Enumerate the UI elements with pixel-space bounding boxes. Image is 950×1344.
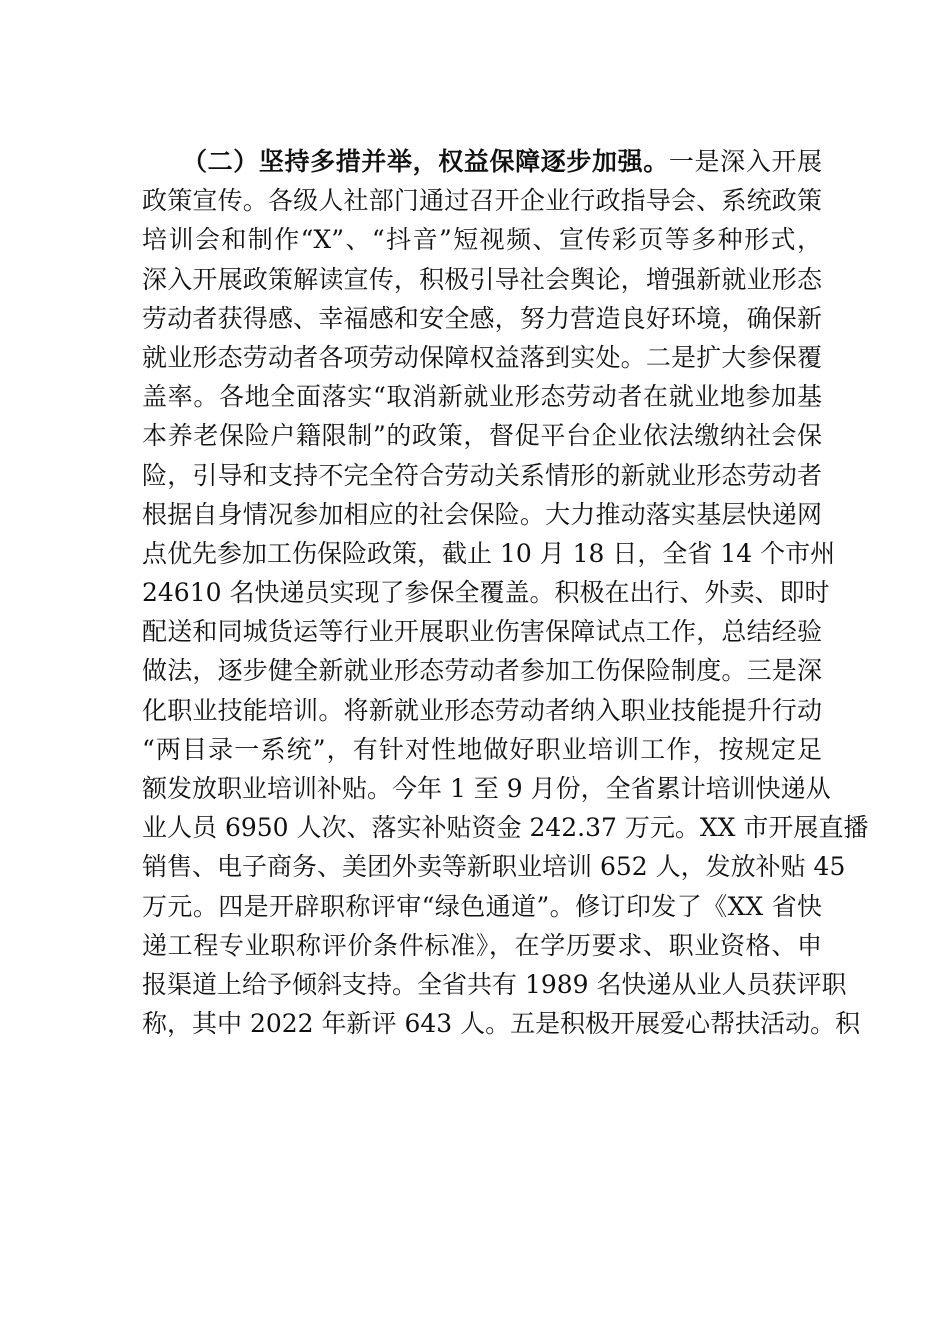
paragraph-line: 配送和同城货运等行业开展职业伤害保障试点工作，总结经验 bbox=[142, 617, 822, 647]
paragraph-line: 本养老保险户籍限制”的政策，督促平台企业依法缴纳社会保 bbox=[142, 421, 822, 451]
paragraph-line: 根据自身情况参加相应的社会保险。大力推动落实基层快递网 bbox=[142, 499, 822, 529]
paragraph-line: 险，引导和支持不完全符合劳动关系情形的新就业形态劳动者 bbox=[142, 460, 822, 490]
paragraph-line: 化职业技能培训。将新就业形态劳动者纳入职业技能提升行动 bbox=[142, 695, 822, 725]
paragraph-line: “两目录一系统”，有针对性地做好职业培训工作，按规定足 bbox=[142, 734, 822, 764]
paragraph-line: 做法，逐步健全新就业形态劳动者参加工伤保险制度。三是深 bbox=[142, 656, 822, 686]
paragraph-line bbox=[142, 142, 822, 181]
paragraph-line: 万元。四是开辟职称评审“绿色通道”。修订印发了《XX 省快 bbox=[142, 891, 822, 921]
paragraph-line: 盖率。各地全面落实“取消新就业形态劳动者在就业地参加基 bbox=[142, 382, 822, 412]
paragraph-line: 培训会和制作“X”、“抖音”短视频、宣传彩页等多种形式， bbox=[142, 225, 822, 255]
paragraph-line: 业人员 6950 人次、落实补贴资金 242.37 万元。XX 市开展直播 bbox=[142, 813, 869, 843]
paragraph-line: 额发放职业培训补贴。今年 1 至 9 月份，全省累计培训快递从 bbox=[142, 774, 831, 803]
paragraph-line: 递工程专业职称评价条件标准》，在学历要求、职业资格、申 bbox=[142, 930, 822, 960]
paragraph-line: 报渠道上给予倾斜支持。全省共有 1989 名快递从业人员获评职 bbox=[142, 969, 847, 999]
paragraph-line: 24610 名快递员实现了参保全覆盖。积极在出行、外卖、即时 bbox=[142, 578, 830, 608]
paragraph-line: 深入开展政策解读宣传，积极引导社会舆论，增强新就业形态 bbox=[142, 264, 822, 294]
paragraph-line: 就业形态劳动者各项劳动保障权益落到实处。二是扩大参保覆 bbox=[142, 342, 822, 372]
paragraph-line: 劳动者获得感、幸福感和安全感，努力营造良好环境，确保新 bbox=[142, 303, 822, 333]
section-heading: （二）坚持多措并举，权益保障逐步加强。 bbox=[182, 147, 669, 176]
paragraph-line: 称，其中 2022 年新评 643 人。五是积极开展爱心帮扶活动。积 bbox=[142, 1009, 861, 1039]
paragraph-line: 政策宣传。各级人社部门通过召开企业行政指导会、系统政策 bbox=[142, 186, 822, 216]
paragraph-line: 点优先参加工伤保险政策，截止 10 月 18 日，全省 14 个市州 bbox=[142, 538, 836, 568]
body-paragraph bbox=[142, 142, 869, 1043]
paragraph-line: 销售、电子商务、美团外卖等新职业培训 652 人，发放补贴 45 bbox=[142, 852, 846, 882]
line-text: 一是深入开展 bbox=[668, 147, 822, 176]
